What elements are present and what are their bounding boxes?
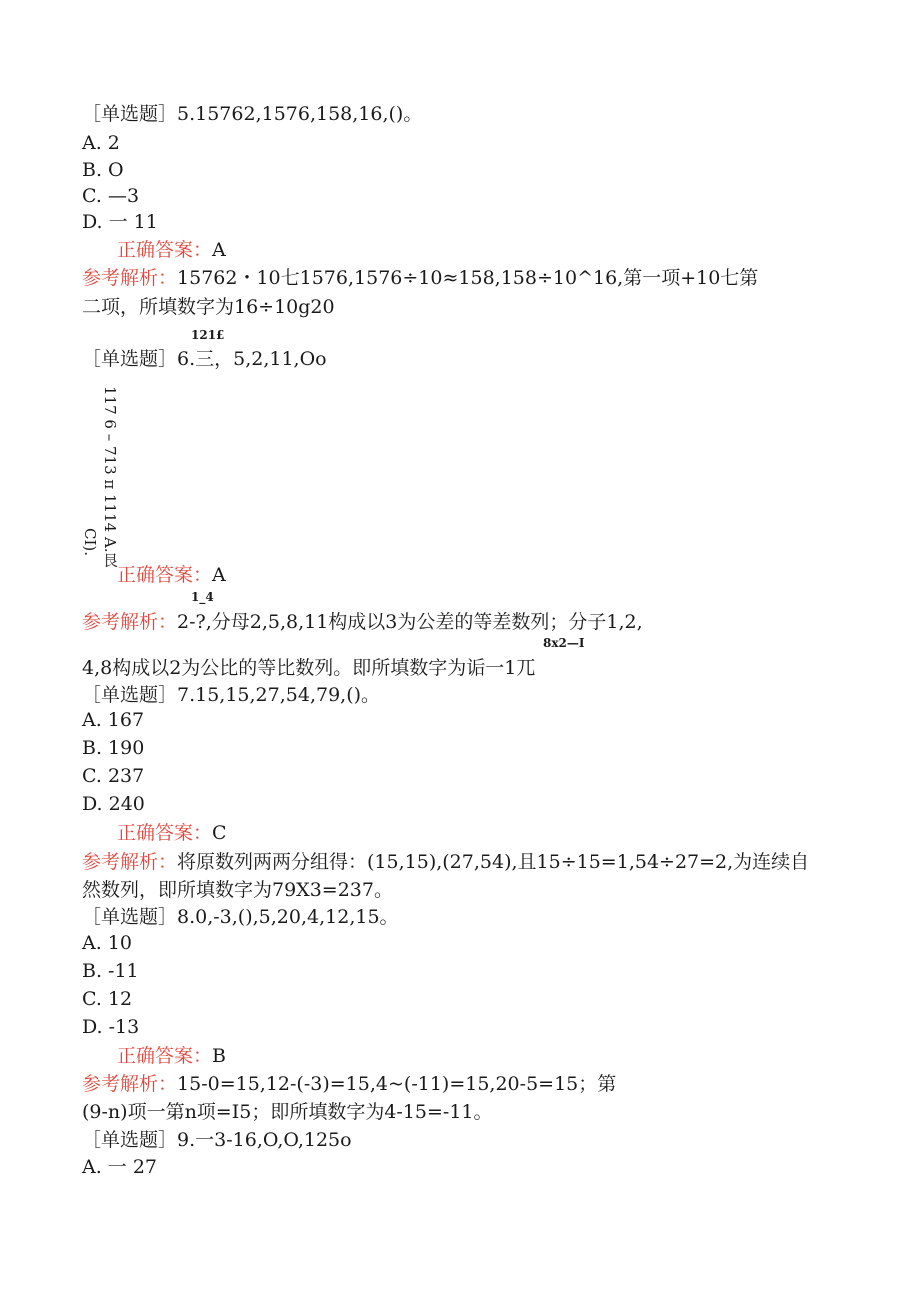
q8-option-c: C. 12 bbox=[82, 988, 133, 1010]
q6-analysis-2: 4,8构成以2为公比的等比数列。即所填数字为诟一1兀 bbox=[82, 657, 536, 679]
answer-value: B bbox=[212, 1045, 226, 1067]
q7-answer bbox=[117, 820, 227, 846]
analysis-label: 参考解析： bbox=[82, 267, 178, 289]
answer-value: C bbox=[212, 822, 227, 844]
answer-label: 正确答案： bbox=[117, 1045, 213, 1067]
q7-stem: ［单选题］7.15,15,27,54,79,()。 bbox=[82, 684, 381, 706]
q7-analysis-1 bbox=[82, 849, 809, 875]
q8-option-b: B. -11 bbox=[82, 960, 139, 982]
q5-option-a: A. 2 bbox=[82, 132, 120, 154]
q5-option-c: C. —3 bbox=[82, 185, 140, 207]
analysis-label: 参考解析： bbox=[82, 611, 178, 633]
q8-option-d: D. -13 bbox=[82, 1016, 140, 1038]
q5-answer bbox=[117, 237, 226, 263]
q6-vertical-options: 117 6 – 713 π 1114 A.艮 bbox=[101, 386, 119, 568]
analysis-label: 参考解析： bbox=[82, 1073, 178, 1095]
q8-answer bbox=[117, 1043, 226, 1069]
analysis-text: 15762・10七1576,1576÷10≈158,158÷10^16,第一项+10七第 bbox=[177, 267, 759, 289]
q6-top-note: 121£ bbox=[191, 328, 225, 342]
q6-note: 8x2—I bbox=[543, 636, 585, 650]
analysis-text: 将原数列两两分组得：(15,15),(27,54),且15÷15=1,54÷27=2,为连续自 bbox=[177, 851, 810, 873]
q6-analysis-1 bbox=[82, 609, 643, 635]
q6-vertical-options-2: CI). bbox=[81, 528, 99, 557]
q8-option-a: A. 10 bbox=[82, 932, 132, 954]
q9-option-a: A. 一 27 bbox=[82, 1156, 158, 1178]
q8-analysis-2: (9-n)项一第n项=I5；即所填数字为4-15=-11。 bbox=[82, 1101, 493, 1123]
q5-analysis-1 bbox=[82, 265, 758, 291]
analysis-label: 参考解析： bbox=[82, 851, 178, 873]
q7-option-c: C. 237 bbox=[82, 765, 145, 787]
q7-option-b: B. 190 bbox=[82, 737, 145, 759]
answer-value: A bbox=[212, 564, 226, 586]
answer-label: 正确答案： bbox=[117, 239, 213, 261]
analysis-text: 15-0=15,12-(-3)=15,4~(-11)=15,20-5=15；第 bbox=[177, 1073, 617, 1095]
q7-analysis-2: 然数列，即所填数字为79X3=237。 bbox=[82, 879, 393, 901]
q5-analysis-2: 二项，所填数字为16÷10g20 bbox=[82, 296, 335, 318]
q8-stem: ［单选题］8.0,-3,(),5,20,4,12,15。 bbox=[82, 906, 399, 928]
analysis-text: 2-?,分母2,5,8,11构成以3为公差的等差数列；分子1,2, bbox=[177, 611, 643, 633]
q6-answer bbox=[117, 562, 226, 588]
answer-label: 正确答案： bbox=[117, 564, 213, 586]
answer-label: 正确答案： bbox=[117, 822, 213, 844]
q8-analysis-1 bbox=[82, 1071, 616, 1097]
q6-stem: ［单选题］6.三，5,2,11,Oo bbox=[82, 348, 327, 370]
q5-stem: ［单选题］5.15762,1576,158,16,()。 bbox=[82, 103, 423, 125]
q5-option-d: D. 一 11 bbox=[82, 211, 158, 233]
q7-option-a: A. 167 bbox=[82, 709, 145, 731]
q7-option-d: D. 240 bbox=[82, 793, 145, 815]
q5-option-b: B. O bbox=[82, 159, 124, 181]
q6-fraction-top: 1_4 bbox=[191, 590, 214, 604]
q9-stem: ［单选题］9.一3-16,O,O,125o bbox=[82, 1129, 352, 1151]
answer-value: A bbox=[212, 239, 226, 261]
